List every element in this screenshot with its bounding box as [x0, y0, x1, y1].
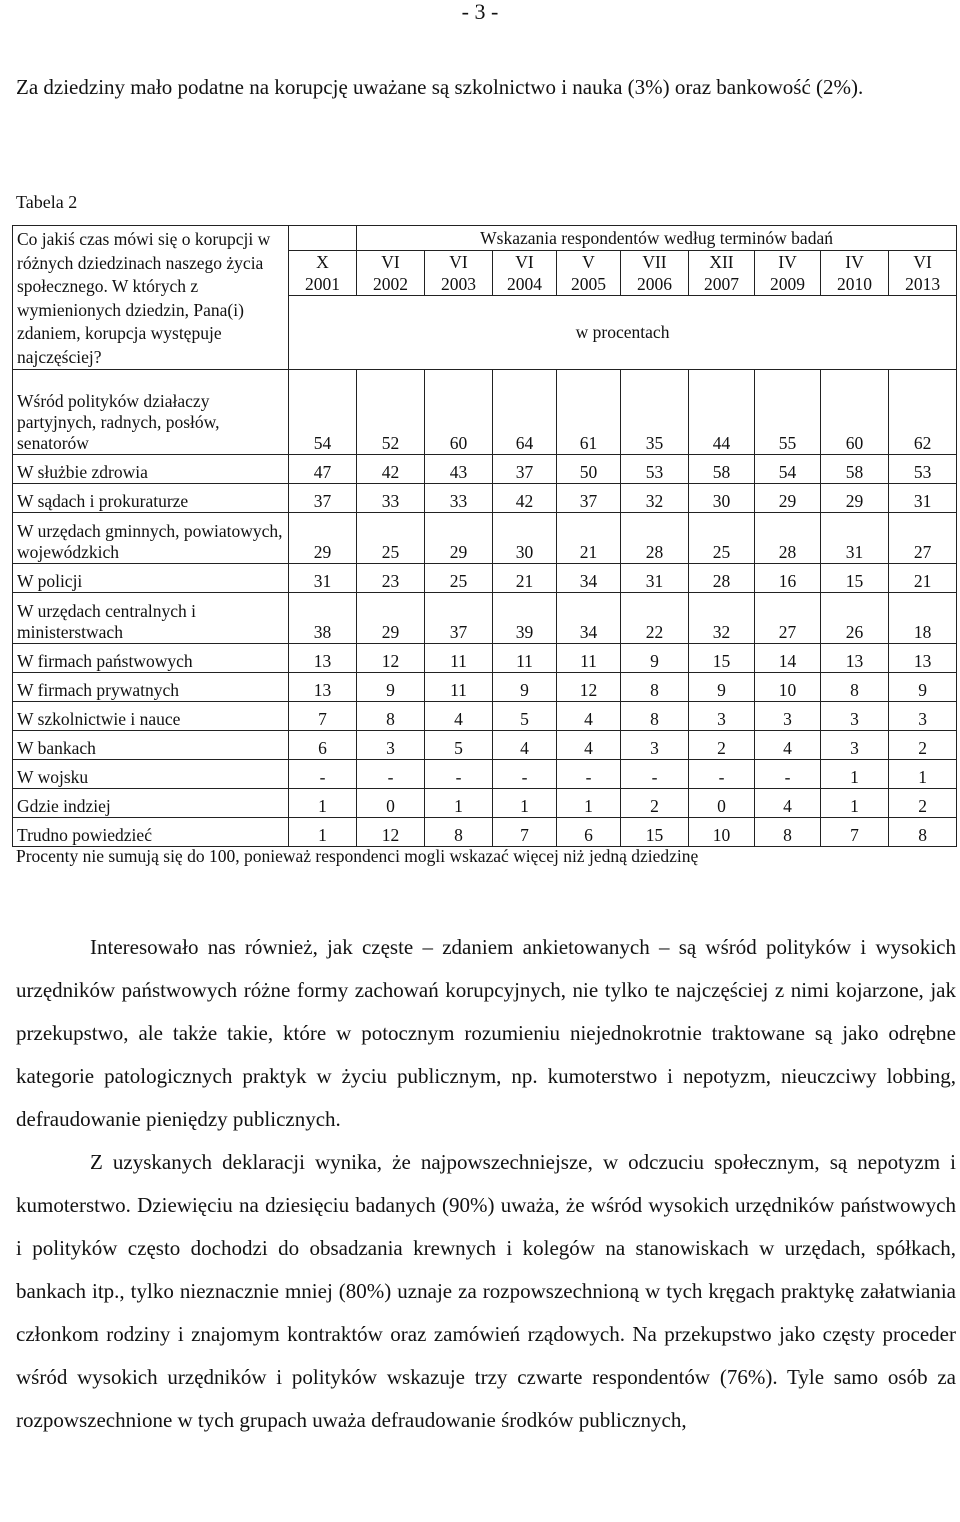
value-cell: 22: [621, 593, 689, 644]
column-header: [357, 251, 425, 296]
value-cell: 31: [289, 564, 357, 593]
survey-table-body: [13, 226, 957, 847]
value-cell: 54: [755, 455, 821, 484]
value-cell: 61: [557, 370, 621, 455]
row-label: Gdzie indziej: [13, 789, 289, 818]
value-cell: 26: [821, 593, 889, 644]
column-header: [493, 251, 557, 296]
value-cell: 44: [689, 370, 755, 455]
row-label: W urzędach gminnych, powiatowych, wojewódzkich: [13, 513, 289, 564]
value-cell: 12: [357, 818, 425, 847]
value-cell: 60: [425, 370, 493, 455]
value-cell: 9: [621, 644, 689, 673]
value-cell: 12: [357, 644, 425, 673]
table-row: [13, 455, 957, 484]
value-cell: 3: [889, 702, 957, 731]
column-year: 2003: [441, 274, 476, 294]
value-cell: 8: [621, 702, 689, 731]
value-cell: 29: [821, 484, 889, 513]
value-cell: 58: [821, 455, 889, 484]
value-cell: 50: [557, 455, 621, 484]
value-cell: 4: [493, 731, 557, 760]
value-cell: 27: [889, 513, 957, 564]
value-cell: 43: [425, 455, 493, 484]
column-month: V: [582, 252, 595, 272]
row-label: W szkolnictwie i nauce: [13, 702, 289, 731]
value-cell: 60: [821, 370, 889, 455]
column-year: 2001: [305, 274, 340, 294]
column-year: 2007: [704, 274, 739, 294]
value-cell: 62: [889, 370, 957, 455]
value-cell: 15: [621, 818, 689, 847]
value-cell: 53: [621, 455, 689, 484]
value-cell: 21: [493, 564, 557, 593]
value-cell: 3: [357, 731, 425, 760]
value-cell: 15: [689, 644, 755, 673]
value-cell: 6: [289, 731, 357, 760]
value-cell: 11: [425, 644, 493, 673]
value-cell: 47: [289, 455, 357, 484]
page-number: - 3 -: [461, 0, 499, 24]
column-month: XII: [709, 252, 734, 272]
value-cell: 0: [357, 789, 425, 818]
value-cell: 64: [493, 370, 557, 455]
value-cell: 54: [289, 370, 357, 455]
header-spacer: [289, 226, 357, 251]
value-cell: 13: [289, 673, 357, 702]
value-cell: 1: [289, 789, 357, 818]
value-cell: 42: [493, 484, 557, 513]
column-year: 2006: [637, 274, 672, 294]
value-cell: 5: [493, 702, 557, 731]
value-cell: 28: [621, 513, 689, 564]
row-label: W sądach i prokuraturze: [13, 484, 289, 513]
value-cell: 35: [621, 370, 689, 455]
column-month: IV: [845, 252, 864, 272]
value-cell: 33: [357, 484, 425, 513]
value-cell: 52: [357, 370, 425, 455]
table-row: [13, 760, 957, 789]
value-cell: 3: [821, 702, 889, 731]
column-year: 2005: [571, 274, 606, 294]
value-cell: 11: [425, 673, 493, 702]
value-cell: 34: [557, 593, 621, 644]
value-cell: 9: [357, 673, 425, 702]
row-label: W policji: [13, 564, 289, 593]
value-cell: 31: [821, 513, 889, 564]
value-cell: 16: [755, 564, 821, 593]
table-row: [13, 818, 957, 847]
value-cell: 3: [821, 731, 889, 760]
value-cell: 2: [689, 731, 755, 760]
value-cell: 1: [889, 760, 957, 789]
value-cell: 55: [755, 370, 821, 455]
value-cell: 25: [689, 513, 755, 564]
value-cell: 8: [821, 673, 889, 702]
value-cell: 53: [889, 455, 957, 484]
value-cell: 6: [557, 818, 621, 847]
value-cell: 28: [755, 513, 821, 564]
value-cell: 39: [493, 593, 557, 644]
value-cell: 32: [689, 593, 755, 644]
column-month: VI: [381, 252, 400, 272]
value-cell: 4: [425, 702, 493, 731]
value-cell: 4: [557, 702, 621, 731]
value-cell: 14: [755, 644, 821, 673]
value-cell: 15: [821, 564, 889, 593]
row-label: W wojsku: [13, 760, 289, 789]
value-cell: 28: [689, 564, 755, 593]
value-cell: 1: [425, 789, 493, 818]
table-footnote: Procenty nie sumują się do 100, ponieważ respondenci mogli wskazać więcej niż jedną dziedzinę: [16, 846, 699, 866]
value-cell: 33: [425, 484, 493, 513]
value-cell: -: [357, 760, 425, 789]
row-label: W urzędach centralnych i ministerstwach: [13, 593, 289, 644]
value-cell: -: [755, 760, 821, 789]
table-header: Wskazania respondentów według terminów badań: [357, 226, 957, 251]
table-row: [13, 702, 957, 731]
body-paragraph-1: Interesowało nas również, jak częste – zdaniem ankietowanych – są wśród polityków i wysokich urzędników państwowych różne formy zachowań korupcyjnych, nie tylko te najczęściej z nimi kojarzone, jak przekupstwo, ale także takie, które w potocznym rozumieniu niejednokrotnie traktowane są jako odrębne kategorie patologicznych praktyk w życiu publicznym, np. kumoterstwo i nepotyzm, nieuczciwy lobbing, defraudowanie pieniędzy publicznych.: [16, 935, 956, 1131]
value-cell: 21: [889, 564, 957, 593]
column-header: [821, 251, 889, 296]
survey-table: [12, 225, 957, 847]
row-label: W firmach państwowych: [13, 644, 289, 673]
column-header: [889, 251, 957, 296]
value-cell: 30: [689, 484, 755, 513]
column-month: IV: [778, 252, 797, 272]
value-cell: 3: [689, 702, 755, 731]
value-cell: 25: [425, 564, 493, 593]
value-cell: 9: [689, 673, 755, 702]
value-cell: 29: [425, 513, 493, 564]
column-month: VI: [913, 252, 932, 272]
table-row: [13, 564, 957, 593]
value-cell: 10: [755, 673, 821, 702]
value-cell: 2: [889, 789, 957, 818]
column-year: 2010: [837, 274, 872, 294]
value-cell: 13: [889, 644, 957, 673]
value-cell: 4: [557, 731, 621, 760]
value-cell: 1: [557, 789, 621, 818]
value-cell: 1: [821, 789, 889, 818]
value-cell: 29: [755, 484, 821, 513]
table-row: [13, 673, 957, 702]
table-row: [13, 644, 957, 673]
value-cell: 23: [357, 564, 425, 593]
value-cell: 3: [755, 702, 821, 731]
row-label: Wśród polityków działaczy partyjnych, radnych, posłów, senatorów: [13, 370, 289, 455]
value-cell: 7: [493, 818, 557, 847]
value-cell: 9: [493, 673, 557, 702]
value-cell: 37: [493, 455, 557, 484]
intro-paragraph: Za dziedziny mało podatne na korupcję uważane są szkolnictwo i nauka (3%) oraz bankowość (2%).: [16, 75, 864, 99]
table-caption: Tabela 2: [16, 192, 78, 212]
column-header: [289, 251, 357, 296]
value-cell: 12: [557, 673, 621, 702]
body-text: [16, 926, 956, 1442]
value-cell: -: [557, 760, 621, 789]
column-year: 2002: [373, 274, 408, 294]
value-cell: 25: [357, 513, 425, 564]
column-year: 2009: [770, 274, 805, 294]
value-cell: 37: [425, 593, 493, 644]
table-row: [13, 513, 957, 564]
value-cell: 1: [493, 789, 557, 818]
value-cell: 31: [621, 564, 689, 593]
column-header: [557, 251, 621, 296]
column-month: VII: [642, 252, 667, 272]
value-cell: 13: [289, 644, 357, 673]
value-cell: 1: [821, 760, 889, 789]
value-cell: 0: [689, 789, 755, 818]
value-cell: 7: [821, 818, 889, 847]
column-month: X: [316, 252, 329, 272]
row-label: W bankach: [13, 731, 289, 760]
unit-label: w procentach: [289, 296, 957, 370]
body-paragraph-2: Z uzyskanych deklaracji wynika, że najpowszechniejsze, w odczuciu społecznym, są nepotyzm i kumoterstwo. Dziewięciu na dziesięciu badanych (90%) uważa, że wśród wysokich urzędników państwowych i polityków często dochodzi do obsadzania krewnych i kolegów na stanowiskach w urzędach, spółkach, bankach itp., tylko nieznacznie mniej (80%) uznaje za rozpowszechnioną w tych kręgach praktykę załatwiania członkom rodziny i znajomym kontraktów oraz zamówień rządowych. Na przekupstwo jako częsty proceder wśród wysokich urzędników i polityków wskazuje trzy czwarte respondentów (76%). Tyle samo osób za rozpowszechnione w tych grupach uważa defraudowanie środków publicznych,: [16, 1150, 956, 1432]
column-header: [621, 251, 689, 296]
value-cell: -: [689, 760, 755, 789]
value-cell: -: [289, 760, 357, 789]
value-cell: 21: [557, 513, 621, 564]
value-cell: 34: [557, 564, 621, 593]
value-cell: 11: [557, 644, 621, 673]
value-cell: 38: [289, 593, 357, 644]
value-cell: 9: [889, 673, 957, 702]
value-cell: 32: [621, 484, 689, 513]
value-cell: 30: [493, 513, 557, 564]
value-cell: 8: [889, 818, 957, 847]
value-cell: 8: [621, 673, 689, 702]
row-label: W firmach prywatnych: [13, 673, 289, 702]
value-cell: -: [425, 760, 493, 789]
value-cell: 4: [755, 731, 821, 760]
value-cell: -: [493, 760, 557, 789]
column-year: 2004: [507, 274, 542, 294]
column-year: 2013: [905, 274, 941, 294]
value-cell: 8: [357, 702, 425, 731]
value-cell: 2: [621, 789, 689, 818]
value-cell: 7: [289, 702, 357, 731]
table-row: [13, 731, 957, 760]
value-cell: 27: [755, 593, 821, 644]
value-cell: 37: [289, 484, 357, 513]
value-cell: 31: [889, 484, 957, 513]
value-cell: 8: [755, 818, 821, 847]
table-row: [13, 593, 957, 644]
question-cell: Co jakiś czas mówi się o korupcji w różnych dziedzinach naszego życia społecznego. W których z wymienionych dziedzin, Pana(i) zdaniem, korupcja występuje najczęściej?: [13, 226, 289, 370]
value-cell: 42: [357, 455, 425, 484]
value-cell: -: [621, 760, 689, 789]
value-cell: 5: [425, 731, 493, 760]
value-cell: 3: [621, 731, 689, 760]
table-row: [13, 484, 957, 513]
value-cell: 1: [289, 818, 357, 847]
value-cell: 2: [889, 731, 957, 760]
value-cell: 18: [889, 593, 957, 644]
value-cell: 58: [689, 455, 755, 484]
column-month: VI: [449, 252, 468, 272]
value-cell: 4: [755, 789, 821, 818]
value-cell: 37: [557, 484, 621, 513]
value-cell: 8: [425, 818, 493, 847]
column-header: [689, 251, 755, 296]
value-cell: 29: [289, 513, 357, 564]
table-row: [13, 370, 957, 455]
value-cell: 29: [357, 593, 425, 644]
value-cell: 13: [821, 644, 889, 673]
value-cell: 10: [689, 818, 755, 847]
row-label: W służbie zdrowia: [13, 455, 289, 484]
column-month: VI: [515, 252, 534, 272]
table-row: [13, 789, 957, 818]
column-header: [755, 251, 821, 296]
column-header: [425, 251, 493, 296]
value-cell: 11: [493, 644, 557, 673]
row-label: Trudno powiedzieć: [13, 818, 289, 847]
